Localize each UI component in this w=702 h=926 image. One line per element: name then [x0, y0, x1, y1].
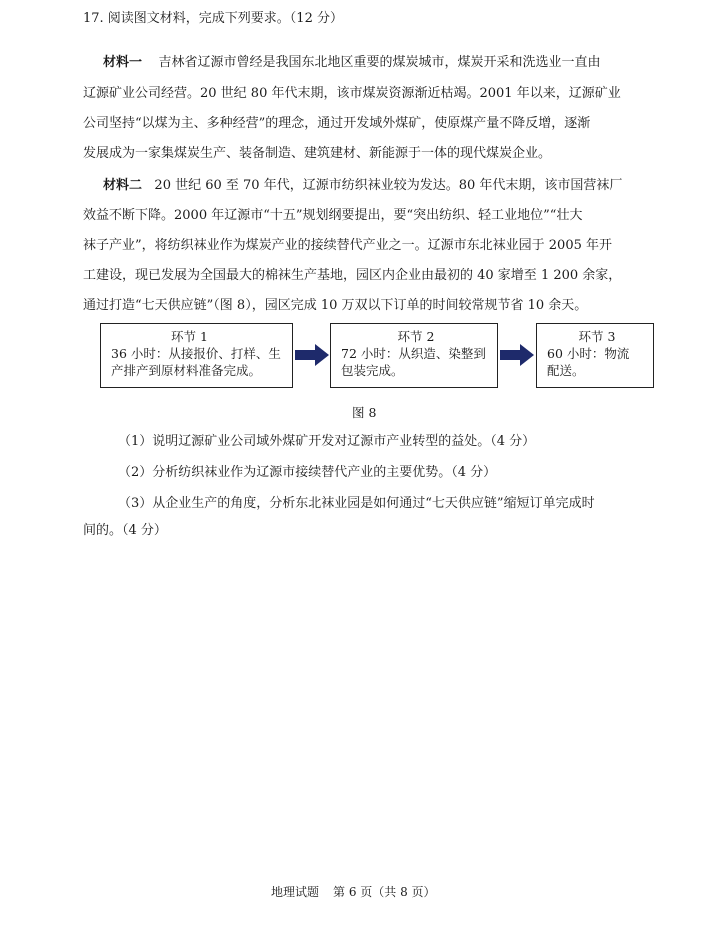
- material2-line-3: 袜子产业”，将纺织袜业作为煤炭产业的接续替代产业之一。辽源市东北袜业园于 2005 年开: [83, 238, 612, 253]
- material2-text-1: 20 世纪 60 至 70 年代，辽源市纺织袜业较为发达。80 年代末期，该市国营袜厂: [154, 178, 623, 193]
- material2-line-4: 工建设，现已发展为全国最大的棉袜生产基地，园区内企业由最初的 40 家增至 1 200 余家，: [83, 268, 622, 283]
- flow-step-3: [536, 323, 654, 388]
- footer-page-number: 第 6 页（共 8 页）: [333, 885, 436, 899]
- question-title: 17. 阅读图文材料，完成下列要求。（12 分）: [83, 11, 343, 26]
- material1-line-2: 辽源矿业公司经营。20 世纪 80 年代末期，该市煤炭资源渐近枯竭。2001 年以来，辽源矿业: [83, 86, 621, 101]
- flow-step-3-line-1: 60 小时：物流: [547, 346, 630, 361]
- subquestion-2: （2）分析纺织袜业作为辽源市接续替代产业的主要优势。（4 分）: [118, 465, 497, 480]
- subquestion-3-line-1: （3）从企业生产的角度，分析东北袜业园是如何通过“七天供应链”缩短订单完成时: [118, 496, 595, 511]
- subquestion-3-line-2: 间的。（4 分）: [83, 523, 167, 538]
- flow-step-2-line-2: 包装完成。: [341, 363, 404, 378]
- figure-caption: 图 8: [352, 405, 377, 420]
- flow-arrow-2-icon: [500, 344, 534, 366]
- footer-subject: 地理试题: [271, 885, 320, 899]
- material1-line-3: 公司坚持“以煤为主、多种经营”的理念，通过开发域外煤矿，使原煤产量不降反增，逐渐: [83, 116, 591, 131]
- flow-step-1-title: 环节 1: [171, 329, 208, 344]
- flow-step-3-line-2: 配送。: [547, 363, 585, 378]
- material2-line-1: [103, 177, 622, 195]
- flow-step-3-title: 环节 3: [578, 329, 616, 344]
- flow-step-1-line-2: 产排产到原材料准备完成。: [111, 363, 262, 378]
- material1-line-1: [103, 54, 601, 72]
- subquestion-1: （1）说明辽源矿业公司域外煤矿开发对辽源市产业转型的益处。（4 分）: [118, 434, 536, 449]
- flow-step-2-line-1: 72 小时：从织造、染整到: [341, 346, 486, 361]
- flow-step-2: [330, 323, 498, 388]
- page-footer: [271, 883, 450, 901]
- material1-label: 材料一: [103, 55, 143, 70]
- flow-step-1-line-1: 36 小时：从接报价、打样、生: [111, 346, 281, 361]
- flow-step-1: [100, 323, 293, 388]
- material2-line-5: 通过打造“七天供应链”（图 8），园区完成 10 万双以下订单的时间较常规节省 10 余天。: [83, 298, 588, 313]
- flow-arrow-1-icon: [295, 344, 329, 366]
- material1-line-4: 发展成为一家集煤炭生产、装备制造、建筑建材、新能源于一体的现代煤炭企业。: [83, 146, 552, 161]
- material1-text-1: 吉林省辽源市曾经是我国东北地区重要的煤炭城市，煤炭开采和洗选业一直由: [158, 55, 601, 70]
- flow-step-2-title: 环节 2: [397, 329, 435, 344]
- material2-line-2: 效益不断下降。2000 年辽源市“十五”规划纲要提出，要“突出纺织、轻工业地位”“壮大: [83, 208, 583, 223]
- material2-label: 材料二: [103, 178, 143, 193]
